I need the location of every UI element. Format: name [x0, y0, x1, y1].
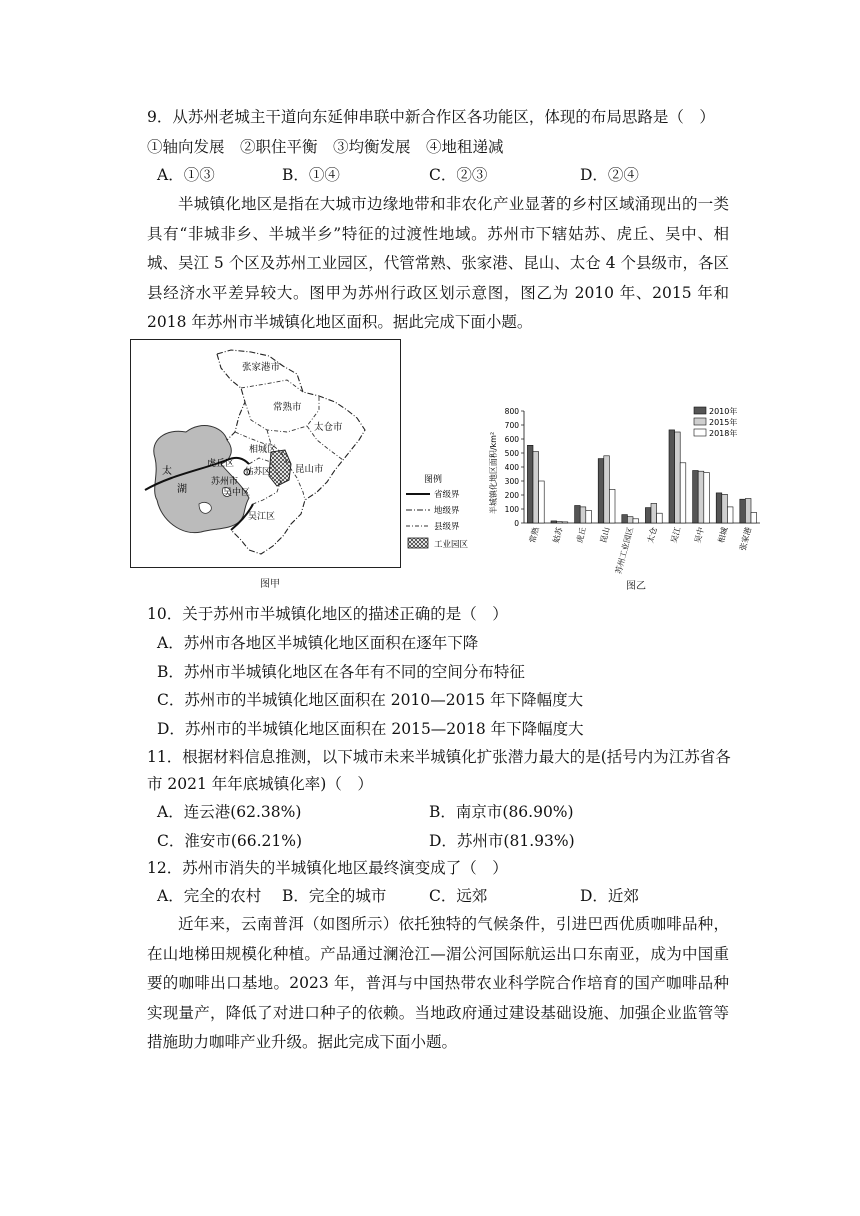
q10-option-c: C．苏州市的半城镇化地区面积在 2010—2015 年下降幅度大: [157, 691, 584, 709]
q11-option-c: C．淮安市(66.21%): [157, 832, 303, 850]
map-caption: 图甲: [260, 579, 280, 590]
x-tick-label: 苏州工业园区: [614, 526, 636, 575]
bar: [722, 494, 728, 523]
bar: [675, 432, 681, 523]
bar: [693, 471, 699, 524]
q9-option-c: C．②③: [429, 166, 488, 184]
y-tick-label: 100: [504, 505, 519, 514]
y-tick-label: 800: [504, 407, 519, 416]
x-tick-label: 张家港: [738, 526, 754, 552]
label-kunshan: 昆山市: [295, 464, 324, 475]
x-tick-label: 太仓: [645, 526, 659, 544]
y-tick-label: 600: [504, 435, 519, 444]
legend-swatch: [694, 407, 706, 414]
county-boundary: [241, 380, 303, 392]
q9-items: ①轴向发展 ②职住平衡 ③均衡发展 ④地租递减: [147, 138, 504, 156]
q11-option-d: D．苏州市(81.93%): [429, 832, 575, 850]
prefecture-boundary: [217, 354, 245, 440]
bar: [727, 507, 733, 523]
county-boundary: [235, 432, 271, 444]
bar: [604, 456, 610, 523]
bar-chart: [480, 400, 770, 590]
label-zhangjiagang: 张家港市: [242, 362, 281, 373]
suzhou-map: [131, 340, 400, 567]
x-tick-label: 相城: [716, 526, 730, 544]
bar: [716, 493, 722, 523]
bar: [533, 452, 539, 523]
y-tick-label: 400: [504, 463, 519, 472]
legend-label: 2010年: [709, 407, 738, 416]
q11-stem-cont: 市 2021 年年底城镇化率)（ ）: [147, 775, 373, 793]
bar: [651, 503, 657, 523]
label-tai: 太: [162, 466, 172, 477]
label-wuzhong: 吴中区: [223, 488, 251, 498]
label-wujiang: 吴江区: [248, 512, 276, 522]
chart-ylabel: 半城镇化地区面积/km²: [489, 431, 498, 515]
y-tick-label: 200: [504, 491, 519, 500]
bar: [627, 517, 633, 523]
map-legend: [400, 468, 480, 560]
industrial-park: [269, 450, 291, 486]
q12-option-d: D．近郊: [580, 887, 639, 905]
q11-option-a: A．连云港(62.38%): [157, 803, 302, 821]
bar: [698, 471, 704, 523]
chart-caption: 图乙: [626, 581, 646, 592]
bar: [645, 508, 651, 523]
legend-park-swatch: [408, 538, 428, 548]
bar: [580, 507, 586, 523]
x-tick-label: 常熟: [527, 526, 541, 544]
q9-stem: 9．从苏州老城主干道向东延伸串联中新合作区各功能区，体现的布局思路是（ ）: [147, 108, 715, 126]
bar: [633, 519, 639, 523]
chart-xlabels: [527, 525, 753, 575]
q10-option-d: D．苏州市的半城镇化地区面积在 2015—2018 年下降幅度大: [157, 720, 584, 738]
chart-legend: [694, 406, 737, 438]
legend-swatch: [694, 429, 706, 436]
q11-option-b: B．南京市(86.90%): [429, 803, 574, 821]
bar: [657, 513, 663, 523]
label-hu: 湖: [177, 484, 187, 495]
bar: [575, 506, 581, 524]
bar: [751, 513, 757, 524]
legend-prefecture: 地级界: [434, 506, 460, 516]
bar: [557, 522, 563, 523]
x-tick-label: 虎丘: [575, 526, 588, 544]
bar: [539, 481, 545, 523]
legend-province: 省级界: [434, 490, 460, 500]
bar: [704, 473, 710, 523]
bar: [622, 515, 628, 523]
q12-option-b: B．完全的城市: [282, 887, 387, 905]
legend-title: 图例: [424, 475, 443, 485]
bar: [586, 510, 592, 523]
label-changshu: 常熟市: [273, 402, 302, 413]
material-paragraph-2: 近年来，云南普洱（如图所示）依托独特的气候条件，引进巴西优质咖啡品种，在山地梯田规模化种植。产品通过澜沧江—湄公河国际航运出口东南亚，成为中国重要的咖啡出口基地。2023 年，普洱与中国热带农业科学院合作培育的国产咖啡品种实现量产，降低了对进口种子的依赖。当地政府通过建设基础设施、加强企业监管等措施助力咖啡产业升级。据此完成下面小题。: [147, 915, 729, 1051]
q9-option-b: B．①④: [282, 166, 340, 184]
legend-label: 2015年: [709, 418, 738, 427]
bar: [598, 459, 604, 523]
label-xiangcheng: 相城区: [249, 445, 277, 455]
legend-swatch: [694, 418, 706, 425]
map-figure: [130, 339, 401, 568]
y-tick-label: 0: [514, 519, 519, 528]
legend-park: 工业园区: [434, 540, 469, 550]
label-huqiu: 虎丘区: [207, 459, 235, 469]
q10-option-b: B．苏州市半城镇化地区在各年有不同的空间分布特征: [157, 663, 525, 681]
q10-stem: 10．关于苏州市半城镇化地区的描述正确的是（ ）: [147, 605, 508, 623]
y-tick-label: 300: [504, 477, 519, 486]
bar: [740, 499, 746, 523]
x-tick-label: 昆山: [598, 526, 612, 544]
label-suzhoushi: 苏州市: [211, 477, 239, 487]
x-tick-label: 吴中: [693, 526, 706, 544]
x-tick-label: 姑苏: [551, 526, 565, 544]
legend-label: 2018年: [709, 429, 738, 438]
bar: [680, 463, 686, 523]
bar: [745, 499, 751, 524]
q12-option-a: A．完全的农村: [157, 887, 262, 905]
y-tick-label: 700: [504, 421, 519, 430]
bar: [551, 521, 557, 523]
label-taicang: 太仓市: [314, 422, 343, 433]
y-tick-label: 500: [504, 449, 519, 458]
bar: [669, 430, 675, 523]
q9-option-d: D．②④: [580, 166, 639, 184]
bar: [609, 489, 615, 523]
legend-county: 县级界: [434, 522, 460, 532]
q9-option-a: A．①③: [157, 166, 215, 184]
material-text: 半城镇化地区是指在大城市边缘地带和非农化产业显著的乡村区域涌现出的一类具有“非城非乡、半城半乡”特征的过渡性地域。苏州市下辖姑苏、虎丘、吴中、相城、吴江 5 个区及苏州工业园区，代管常熟、张家港、昆山、太仓 4 个县级市，各区县经济水平差异较大。图甲为苏州行政区划示意图，图乙为 2010 年、2015 年和 2018 年苏州市半城镇化地区面积。据此完成下面小题。: [147, 195, 729, 331]
x-tick-label: 吴江: [669, 526, 683, 544]
q12-option-c: C．远郊: [429, 887, 488, 905]
q10-option-a: A．苏州市各地区半城镇化地区面积在逐年下降: [157, 634, 479, 652]
label-gusu: 姑苏区: [245, 467, 271, 477]
bar: [562, 522, 568, 523]
q11-stem: 11．根据材料信息推测，以下城市未来半城镇化扩张潜力最大的是(括号内为江苏省各: [147, 748, 731, 766]
q12-stem: 12．苏州市消失的半城镇化地区最终演变成了（ ）: [147, 859, 508, 877]
chart-bars: [527, 430, 756, 523]
material-paragraph-1: [147, 190, 729, 338]
bar: [527, 445, 533, 523]
